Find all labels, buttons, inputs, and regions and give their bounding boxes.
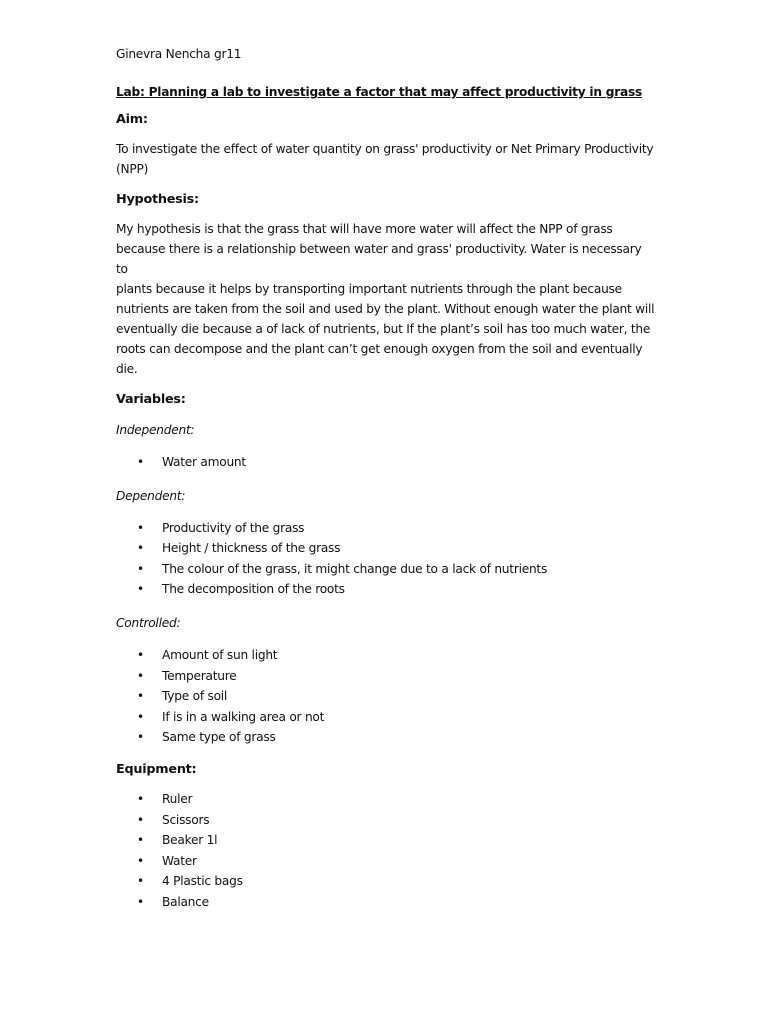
independent-list [116, 452, 656, 473]
hypothesis-line: nutrients are taken from the soil and used by the plant. Without enough water the plant will [116, 302, 655, 316]
equipment-list [116, 789, 656, 913]
dependent-label: Dependent: [116, 488, 186, 503]
list-item: • Scissors [116, 810, 656, 831]
dependent-list [116, 518, 656, 600]
aim-line: To investigate the effect of water quantity on grass' productivity or Net Primary Productivity [116, 142, 654, 156]
hypothesis-paragraph [116, 219, 656, 379]
aim-heading: Aim: [116, 112, 148, 127]
list-item: • Temperature [116, 666, 656, 687]
document-page [116, 44, 656, 925]
equipment-heading: Equipment: [116, 761, 197, 777]
list-item: • The colour of the grass, it might change due to a lack of nutrients [116, 559, 656, 580]
controlled-label: Controlled: [116, 615, 181, 630]
variables-heading: Variables: [116, 392, 186, 407]
list-item: • If is in a walking area or not [116, 707, 656, 728]
list-item: • Balance [116, 892, 656, 913]
hypothesis-line: because there is a relationship between water and grass' productivity. Water is necessary to [116, 242, 642, 276]
controlled-list [116, 645, 656, 748]
list-item: • Amount of sun light [116, 645, 656, 666]
hypothesis-line: eventually die because a of lack of nutrients, but If the plant’s soil has too much water, the [116, 322, 651, 336]
list-item: • Same type of grass [116, 727, 656, 748]
hypothesis-line: die. [116, 362, 138, 376]
hypothesis-line: plants because it helps by transporting important nutrients through the plant because [116, 282, 622, 296]
independent-label: Independent: [116, 423, 195, 437]
aim-line: (NPP) [116, 162, 149, 176]
list-item: • The decomposition of the roots [116, 579, 656, 600]
list-item: • Ruler [116, 789, 656, 810]
list-item: • Water [116, 851, 656, 872]
list-item: • 4 Plastic bags [116, 871, 656, 892]
hypothesis-heading: Hypothesis: [116, 192, 199, 207]
aim-paragraph [116, 139, 656, 179]
list-item: • Productivity of the grass [116, 518, 656, 539]
hypothesis-line: My hypothesis is that the grass that will have more water will affect the NPP of grass [116, 222, 613, 236]
lab-title: Lab: Planning a lab to investigate a factor that may affect productivity in grass [116, 85, 642, 99]
hypothesis-line: roots can decompose and the plant can’t get enough oxygen from the soil and eventually [116, 342, 643, 356]
list-item: • Beaker 1l [116, 830, 656, 851]
list-item: • Height / thickness of the grass [116, 538, 656, 559]
author-name: Ginevra Nencha gr11 [116, 47, 242, 61]
list-item: • Type of soil [116, 686, 656, 707]
list-item: • Water amount [116, 452, 656, 473]
